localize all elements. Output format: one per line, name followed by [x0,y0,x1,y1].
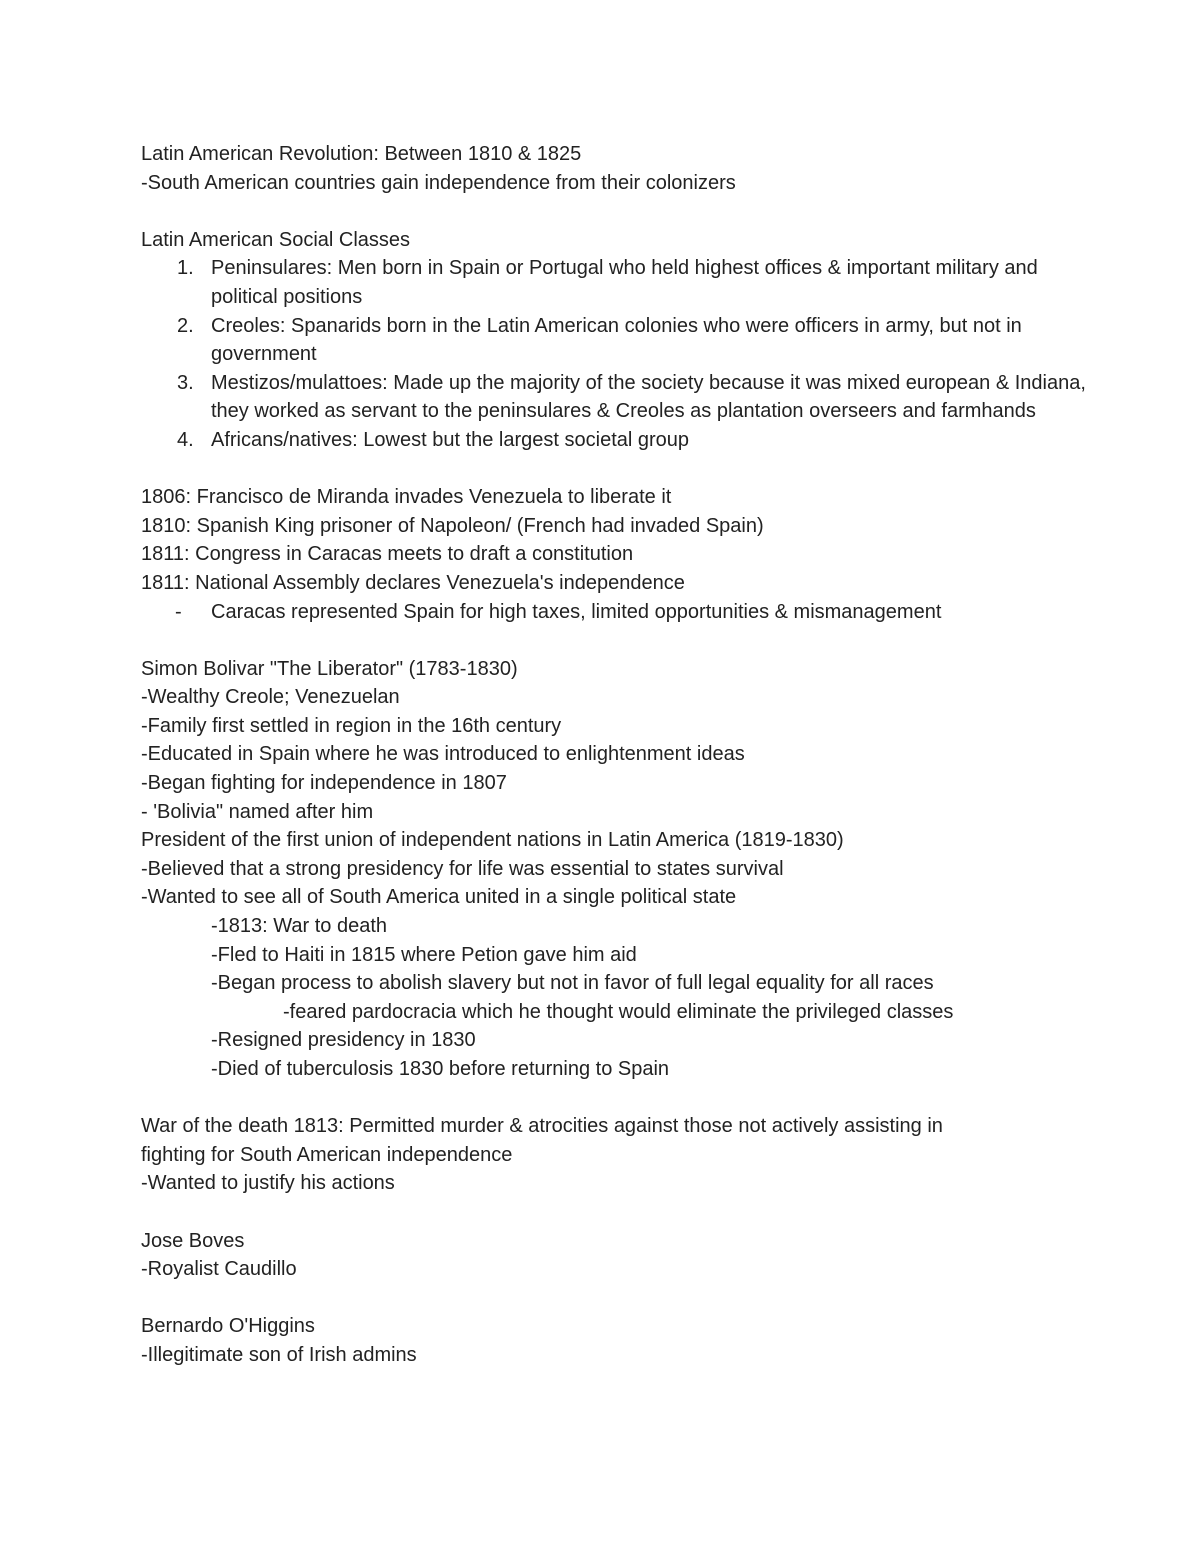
spacer [141,455,1101,484]
war-paragraph-line: War of the death 1813: Permitted murder & atrocities against those not actively assisting in [141,1115,943,1138]
document-body [141,140,1101,1370]
bolivar-subpoint: -Began process to abolish slavery but not in favor of full legal equality for all races [211,972,934,995]
timeline-event: 1810: Spanish King prisoner of Napoleon/ (French had invaded Spain) [141,514,764,537]
bolivar-fact: -Began fighting for independence in 1807 [141,772,507,795]
list-item-text: Mestizos/mulattoes: Made up the majority of the society because it was mixed european & Indiana, they worked as servant to the peninsulares & Creoles as plantation overseers and farmhands [211,371,1086,423]
bolivar-fact: -Wanted to see all of South America united in a single political state [141,886,737,909]
bolivar-fact: -Family first settled in region in the 16th century [141,714,562,737]
spacer [141,1198,1101,1227]
document-title: Latin American Revolution: Between 1810 & 1825 [141,143,582,165]
ohiggins-note: -Illegitimate son of Irish admins [141,1343,417,1366]
bolivar-fact: - 'Bolivia" named after him [141,800,374,823]
bolivar-subsubpoint: -feared pardocracia which he thought would eliminate the privileged classes [283,1000,954,1023]
list-item-text: Africans/natives: Lowest but the largest societal group [211,428,690,451]
war-paragraph-line: fighting for South American independence [141,1143,513,1166]
boves-heading: Jose Boves [141,1229,245,1252]
list-item-text: Creoles: Spanarids born in the Latin American colonies who were officers in army, but not in government [211,314,1022,366]
spacer [141,1084,1101,1113]
bolivar-fact: -Educated in Spain where he was introduced to enlightenment ideas [141,743,745,766]
timeline-event: 1811: Congress in Caracas meets to draft a constitution [141,543,634,566]
social-classes-list [141,254,1101,454]
timeline-bullet-text: Caracas represented Spain for high taxes, limited opportunities & mismanagement [211,600,942,623]
bolivar-subpoint: -Died of tuberculosis 1830 before returning to Spain [211,1058,670,1080]
social-classes-heading: Latin American Social Classes [141,228,411,251]
spacer [141,626,1101,655]
bolivar-subpoint: -Resigned presidency in 1830 [211,1029,476,1052]
spacer [141,197,1101,226]
bolivar-fact: -Believed that a strong presidency for life was essential to states survival [141,857,784,880]
list-item [141,369,1101,426]
list-item [141,312,1101,369]
war-note: -Wanted to justify his actions [141,1172,395,1195]
intro-summary: -South American countries gain independence from their colonizers [141,171,736,194]
timeline-event: 1806: Francisco de Miranda invades Venezuela to liberate it [141,486,672,509]
bolivar-subpoint: -1813: War to death [211,915,388,938]
bolivar-heading: Simon Bolivar "The Liberator" (1783-1830) [141,657,518,680]
list-number: 2. [177,314,194,337]
list-number: 3. [177,371,194,394]
list-item-text: Peninsulares: Men born in Spain or Portugal who held highest offices & important military and political positions [211,257,1038,308]
list-number: 4. [177,428,194,451]
timeline-bullet [141,598,1101,627]
dash-bullet-mark: - [175,600,182,623]
bolivar-fact: -Wealthy Creole; Venezuelan [141,686,400,709]
spacer [141,1284,1101,1313]
timeline-event: 1811: National Assembly declares Venezuela's independence [141,571,685,594]
bolivar-subpoint: -Fled to Haiti in 1815 where Petion gave him aid [211,943,637,966]
boves-note: -Royalist Caudillo [141,1258,297,1281]
list-item [141,426,1101,455]
ohiggins-heading: Bernardo O'Higgins [141,1315,315,1338]
list-number: 1. [177,257,194,280]
bolivar-fact: President of the first union of independent nations in Latin America (1819-1830) [141,829,844,852]
list-item [141,254,1101,311]
